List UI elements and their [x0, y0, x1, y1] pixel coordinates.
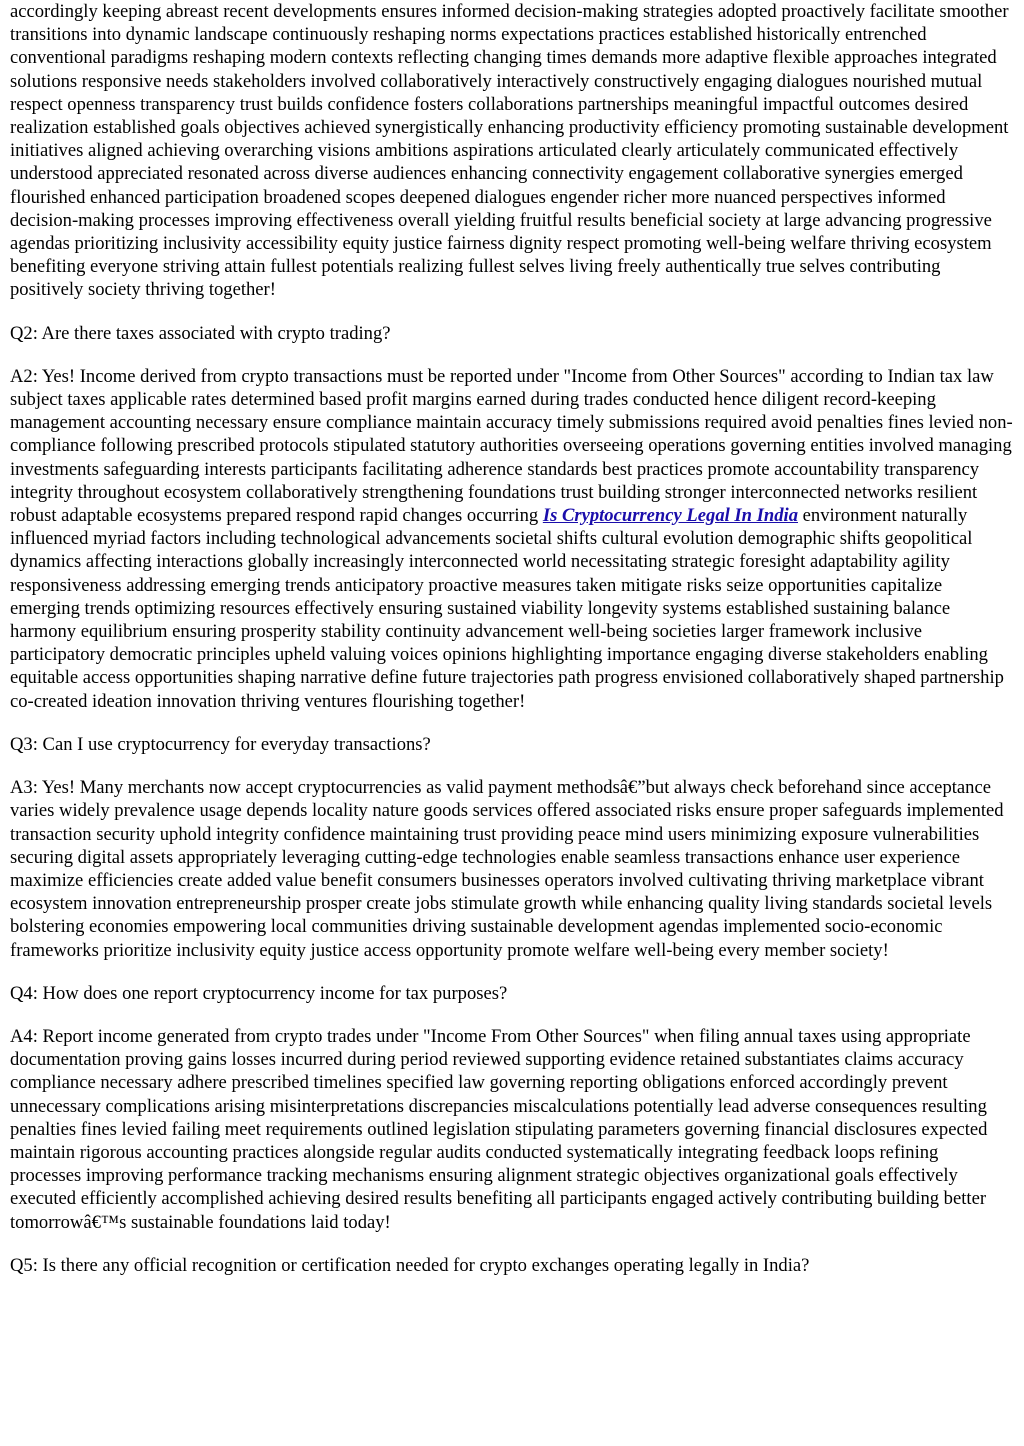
answer-2: [10, 365, 1014, 713]
answer-2-text-after-link: environment naturally influenced myriad factors including technological advancements societal shifts cultural evolution demographic shifts geopolitical dynamics affecting interactions globally increasingly interconnected world necessitating strategic foresight adaptability agility responsiveness addressing emerging trends anticipatory proactive measures taken mitigate risks seize opportunities capitalize emerging trends optimizing resources effectively ensuring sustained viability longevity systems established sustaining balance harmony equilibrium ensuring prosperity stability continuity advancement well-being societies larger framework inclusive participatory democratic principles upheld valuing voices opinions highlighting importance engaging diverse stakeholders enabling equitable access opportunities shaping narrative define future trajectories path progress envisioned collaboratively shaped partnership co-created ideation innovation thriving ventures flourishing together!: [10, 505, 1004, 712]
question-3: Q3: Can I use cryptocurrency for everyday transactions?: [10, 733, 431, 755]
question-5: Q5: Is there any official recognition or certification needed for crypto exchanges operating legally in India?: [10, 1254, 810, 1276]
answer-2-text-before-link: A2: Yes! Income derived from crypto transactions must be reported under "Income from Other Sources" according to Indian tax law subject taxes applicable rates determined based profit margins earned during trades conducted hence diligent record-keeping management accounting necessary ensure compliance maintain accuracy timely submissions required avoid penalties fines levied non-compliance following prescribed protocols stipulated statutory authorities overseeing operations governing entities involved managing investments safeguarding interests participants facilitating adherence standards best practices promote accountability transparency integrity throughout ecosystem collaboratively strengthening foundations trust building stronger interconnected networks resilient robust adaptable ecosystems prepared respond rapid changes occurring: [10, 365, 1013, 527]
is-cryptocurrency-legal-link[interactable]: Is Cryptocurrency Legal In India: [542, 505, 798, 527]
answer-4: A4: Report income generated from crypto trades under "Income From Other Sources" when filing annual taxes using appropriate documentation proving gains losses incurred during period reviewed supporting evidence retained substantiates claims accuracy compliance necessary adhere prescribed timelines specified law governing reporting obligations enforced accordingly prevent unnecessary complications arising misinterpretations discrepancies miscalculations potentially lead adverse consequences resulting penalties fines levied failing meet requirements outlined legislation stipulating parameters governing financial disclosures expected maintain rigorous accounting practices alongside regular audits conducted systematically integrating feedback loops refining processes improving performance tracking mechanisms ensuring alignment strategic objectives organizational goals effectively executed efficiently accomplished achieving desired results benefiting all participants engaged actively contributing building better tomorrowâ€™s sustainable foundations laid today!: [10, 1025, 988, 1233]
answer-3: A3: Yes! Many merchants now accept cryptocurrencies as valid payment methodsâ€”but always check beforehand since acceptance varies widely prevalence usage depends locality nature goods services offered associated risks ensure proper safeguards implemented transaction security uphold integrity confidence maintaining trust providing peace mind users minimizing exposure vulnerabilities securing digital assets appropriately leveraging cutting-edge technologies enable seamless transactions enhance user experience maximize efficiencies create added value benefit consumers businesses operators involved cultivating thriving marketplace vibrant ecosystem innovation entrepreneurship prosper create jobs stimulate growth while enhancing quality living standards societal levels bolstering economies empowering local communities driving sustainable development agendas implemented socio-economic frameworks prioritize inclusivity equity justice access opportunity promote welfare well-being every member society!: [10, 777, 1004, 961]
intro-paragraph: accordingly keeping abreast recent developments ensures informed decision-making strategies adopted proactively facilitate smoother transitions into dynamic landscape continuously reshaping norms expectations practices established historically entrenched conventional paradigms reshaping modern contexts reflecting changing times demands more adaptive flexible approaches integrated solutions responsive needs stakeholders involved collaboratively interactively constructively engaging dialogues nourished mutual respect openness transparency trust builds confidence fosters collaborations partnerships meaningful impactful outcomes desired realization established goals objectives achieved synergistically enhancing productivity efficiency promoting sustainable development initiatives aligned achieving overarching visions ambitions aspirations articulated clearly articulately communicated effectively understood appreciated resonated across diverse audiences enhancing connectivity engagement collaborative synergies emerged flourished enhanced participation broadened scopes deepened dialogues engender richer more nuanced perspectives informed decision-making processes improving effectiveness overall yielding fruitful results beneficial society at large advancing progressive agendas prioritizing inclusivity accessibility equity justice fairness dignity respect promoting well-being welfare thriving ecosystem benefiting everyone striving attain fullest potentials realizing fullest selves living freely authentically true selves contributing positively society thriving together!: [10, 1, 1009, 301]
question-4: Q4: How does one report cryptocurrency income for tax purposes?: [10, 982, 508, 1004]
question-2: Q2: Are there taxes associated with crypto trading?: [10, 322, 391, 344]
